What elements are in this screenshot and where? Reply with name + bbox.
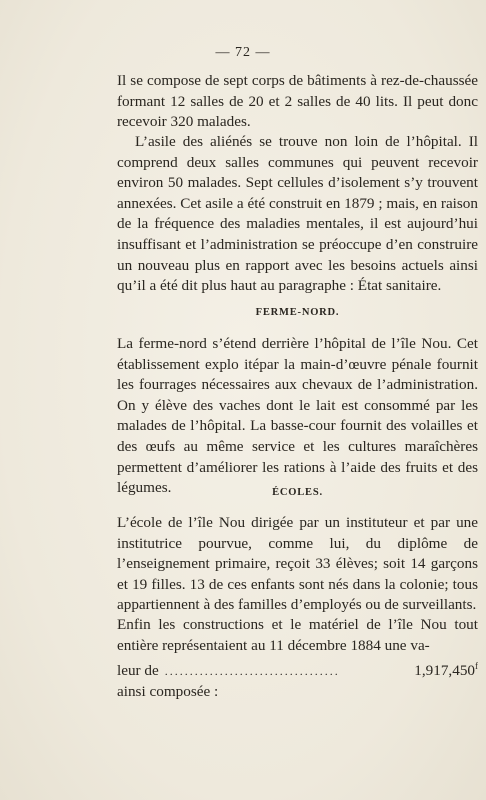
section-heading-ecoles: ÉCOLES. [272, 487, 323, 498]
amount-unit: f [475, 661, 478, 672]
paragraph-text: L’école de l’île Nou dirigée par un instituteur et par une institutrice pourvue, comme lui, du diplôme de l’enseignement primaire, reçoit 33 élèves; soit 14 garçons et 19 filles. 13 de ces enfants sont nés dans la colonie; tous appartiennent à des familles d’employés ou de surveillants. [117, 514, 478, 614]
paragraph-hospital-buildings [117, 71, 478, 133]
amount-number: 1,917,450 [414, 662, 475, 680]
value-line [117, 656, 478, 682]
value-label: leur de [117, 662, 159, 680]
paragraph-text: L’asile des aliénés se trouve non loin de l’hôpital. Il comprend deux salles communes qui peuvent recevoir environ 50 malades. Sept cellules d’isolement s’y trouvent annexées. Cet asile a été construit en 1879 ; mais, en raison de la fréquence des maladies mentales, il est aujourd’hui insuffisant et l’administration se préoccupe d’en construire un nouveau plus en rapport avec les besoins actuels ainsi qu’il a été dit plus haut au paragraphe : État sanitaire. [117, 133, 478, 295]
paragraph-text: Il se compose de sept corps de bâtiments à rez-de-chaussée formant 12 salles de 20 et 2 salles de 40 lits. Il peut donc recevoir 320 malades. [117, 72, 478, 131]
paragraph-text: Enfin les constructions et le matériel de l’île Nou tout entière représentaient au 11 décembre 1884 une va- [117, 616, 478, 654]
paragraph-value [117, 615, 478, 702]
paragraph-farm [117, 334, 478, 499]
paragraph-asylum [117, 132, 478, 297]
section-heading-ferme-nord: FERME-NORD. [255, 307, 340, 318]
paragraph-text: ainsi composée : [117, 682, 219, 700]
page-number: — 72 — [215, 45, 271, 60]
leader-dots: ................................... [164, 664, 340, 679]
paragraph-schools [117, 513, 478, 616]
value-amount [414, 656, 478, 682]
paragraph-text: La ferme-nord s’étend derrière l’hôpital de l’île Nou. Cet établissement explo itépar la main-d’œuvre pénale fournit les fourrages nécessaires aux chevaux de l’administration. On y élève des vaches dont le lait est consommé par les malades de l’hôpital. La basse-cour fournit des volailles et des œufs au même service et les cultures maraîchères permettent d’améliorer les rations à l’aide des fruits et des légumes. [117, 335, 478, 497]
